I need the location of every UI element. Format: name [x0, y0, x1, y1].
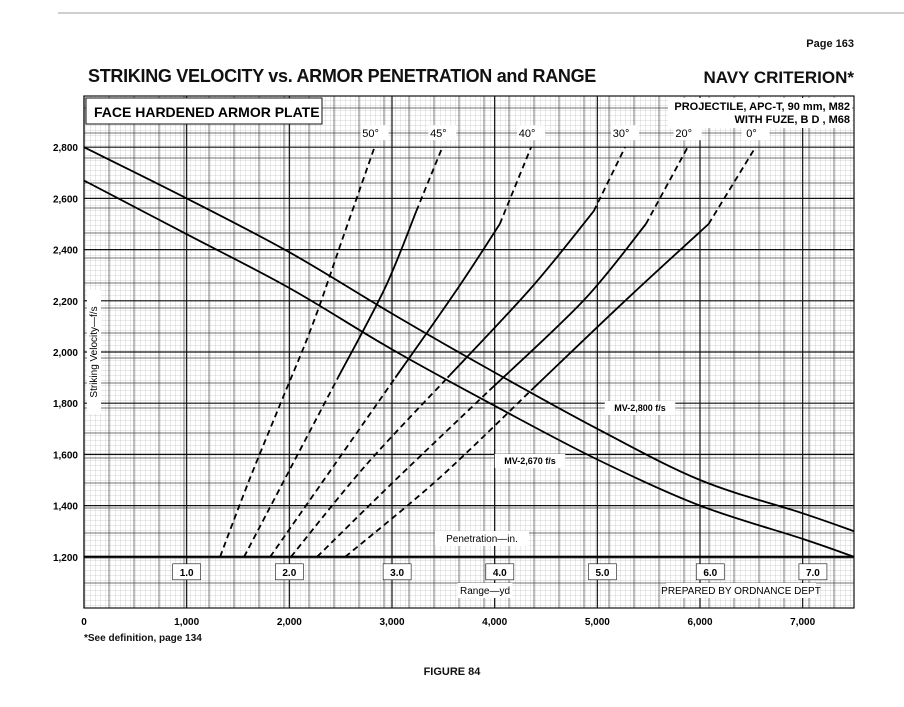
y-tick-label: 2,600 [52, 194, 78, 206]
footnote: *See definition, page 134 [84, 633, 202, 644]
x-tick-label: 4,000 [482, 617, 508, 628]
penetration-tick-label: 2.0 [282, 567, 297, 579]
criterion-label: NAVY CRITERION* [703, 68, 854, 87]
angle-label: 40° [518, 128, 536, 141]
x-tick-label: 0 [81, 617, 87, 628]
penetration-tick-label: 1.0 [179, 567, 194, 579]
y-tick-label: 2,000 [52, 348, 78, 359]
penetration-tick-label: 3.0 [390, 567, 405, 579]
y-tick-label: 2,800 [52, 143, 78, 155]
x-tick-label: 3,000 [379, 617, 405, 628]
penetration-tick-label: 6.0 [703, 567, 718, 579]
angle-label: 45° [430, 128, 447, 141]
angle-label: 50° [362, 128, 379, 141]
series-label-mv-2800: MV-2,800 f/s [614, 403, 666, 413]
angle-label: 20° [675, 128, 693, 141]
penetration-tick-label: 7.0 [805, 567, 820, 579]
penetration-axis-label: Penetration—in. [446, 534, 518, 545]
projectile-note-line: PROJECTILE, APC-T, 90 mm, M82 [674, 101, 850, 113]
y-tick-label: 1,400 [52, 501, 78, 513]
chart-title: STRIKING VELOCITY vs. ARMOR PENETRATION and RANGE [88, 66, 597, 86]
x-tick-label: 5,000 [584, 617, 610, 628]
y-tick-label: 2,200 [52, 296, 78, 308]
series-label-mv-2670: MV-2,670 f/s [504, 456, 556, 466]
y-axis-label: Striking Velocity—f/s [89, 306, 100, 398]
x-axis-label: Range—yd [459, 586, 511, 597]
panel-title: FACE HARDENED ARMOR PLATE [94, 104, 320, 120]
x-tick-label: 6,000 [687, 617, 713, 628]
penetration-tick-label: 4.0 [492, 567, 507, 579]
prepared-by-label: PREPARED BY ORDNANCE DEPT [661, 586, 821, 597]
y-tick-label: 2,400 [52, 245, 78, 257]
y-tick-label: 1,600 [52, 450, 78, 462]
y-tick-label: 1,200 [52, 552, 78, 564]
y-tick-label: 1,800 [52, 399, 78, 411]
penetration-tick-label: 5.0 [595, 567, 610, 579]
x-tick-label: 7,000 [790, 617, 816, 628]
figure-label: FIGURE 84 [423, 666, 481, 678]
x-tick-label: 2,000 [276, 617, 302, 628]
x-tick-label: 1,000 [174, 617, 200, 628]
page-number: Page 163 [806, 38, 854, 50]
angle-label: 30° [612, 128, 630, 141]
angle-label: 0° [746, 128, 757, 141]
projectile-note-line: WITH FUZE, B D , M68 [734, 114, 850, 126]
